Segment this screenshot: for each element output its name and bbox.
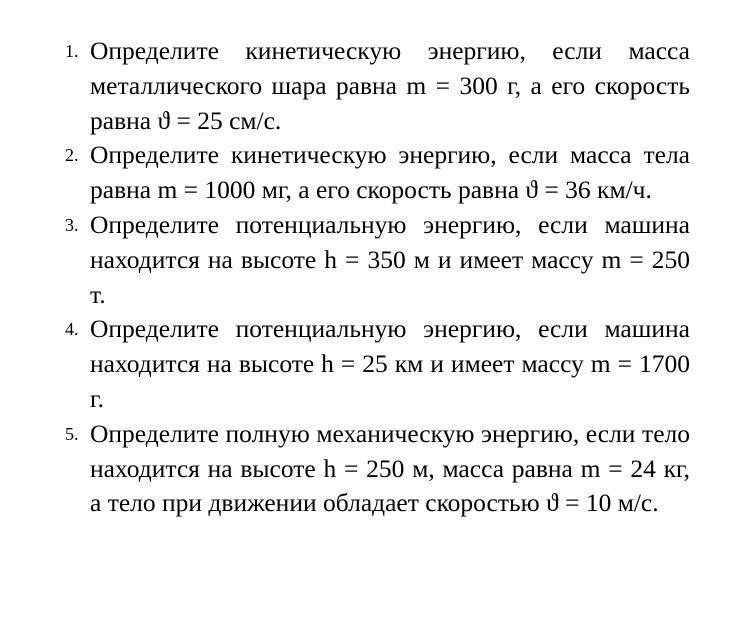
problem-item-3: [65, 208, 690, 312]
problem-item-5: [65, 417, 690, 521]
problem-item-4: [65, 312, 690, 416]
problem-number: 5.: [65, 423, 79, 444]
problem-number: 2.: [65, 145, 79, 166]
problem-text: Определите полную механическую энергию, если тело находится на высоте h = 250 м, масса равна m = 24 кг, а тело при движении обладает скоростью ϑ = 10 м/с.: [90, 418, 690, 518]
problem-text: Определите кинетическую энергию, если масса тела равна m = 1000 мг, а его скорость равна ϑ = 36 км/ч.: [90, 140, 690, 205]
problem-list: [65, 34, 690, 521]
problem-number: 3.: [65, 214, 79, 235]
problem-number: 4.: [65, 319, 79, 340]
problem-text: Определите кинетическую энергию, если масса металлического шара равна m = 300 г, а его скорость равна ϑ = 25 см/с.: [90, 36, 690, 135]
problem-item-2: [65, 138, 690, 208]
problem-number: 1.: [65, 41, 79, 61]
problem-item-1: [65, 34, 690, 138]
problem-text: Определите потенциальную энергию, если машина находится на высоте h = 350 м и имеет массу m = 250 т.: [90, 209, 690, 309]
problem-text: Определите потенциальную энергию, если машина находится на высоте h = 25 км и имеет массу m = 1700 г.: [90, 314, 690, 413]
